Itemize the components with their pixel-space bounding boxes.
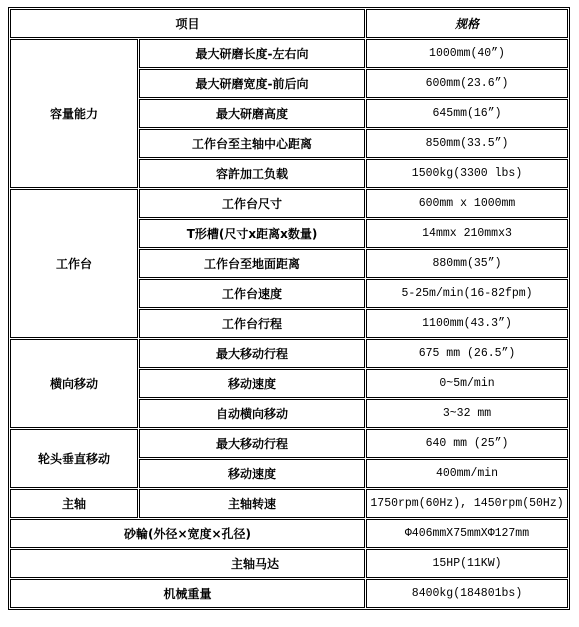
row-label: T形槽(尺寸x距离x数量) (139, 219, 365, 248)
table-row (10, 339, 568, 368)
row-label: 工作台速度 (139, 279, 365, 308)
row-label: 最大移动行程 (139, 429, 365, 458)
table-row (10, 579, 568, 608)
wide-row-value: 15HP(11KW) (366, 549, 568, 578)
header-spec: 规格 (366, 9, 568, 38)
row-label: 工作台尺寸 (139, 189, 365, 218)
table-row (10, 519, 568, 548)
row-label: 最大研磨长度-左右向 (139, 39, 365, 68)
row-value: 14mmx 210mmx3 (366, 219, 568, 248)
group-label: 主轴 (10, 489, 138, 518)
row-value: 1750rpm(60Hz), 1450rpm(50Hz) (366, 489, 568, 518)
row-value: 1500kg(3300 lbs) (366, 159, 568, 188)
table-row (10, 429, 568, 458)
row-value: 1100mm(43.3”) (366, 309, 568, 338)
table-row (10, 489, 568, 518)
row-label: 移动速度 (139, 459, 365, 488)
row-value: 1000mm(40”) (366, 39, 568, 68)
row-value: 850mm(33.5”) (366, 129, 568, 158)
wide-row-label: 机械重量 (10, 579, 365, 608)
row-label: 自动横向移动 (139, 399, 365, 428)
table-row (10, 189, 568, 218)
wide-row-value: 8400kg(184801bs) (366, 579, 568, 608)
table-row (10, 549, 568, 578)
row-value: 640 mm (25”) (366, 429, 568, 458)
wide-row-label: 砂輪(外径×宽度×孔径) (10, 519, 365, 548)
row-label: 移动速度 (139, 369, 365, 398)
row-value: 400mm/min (366, 459, 568, 488)
header-item: 项目 (10, 9, 365, 38)
wide-row-label: 主轴马达 (10, 549, 365, 578)
wide-row-value: Φ406mmX75mmXΦ127mm (366, 519, 568, 548)
group-label: 工作台 (10, 189, 138, 338)
row-label: 容許加工负载 (139, 159, 365, 188)
row-value: 675 mm (26.5”) (366, 339, 568, 368)
row-label: 工作台至地面距离 (139, 249, 365, 278)
row-value: 880mm(35”) (366, 249, 568, 278)
group-label: 横向移动 (10, 339, 138, 428)
row-value: 0~5m/min (366, 369, 568, 398)
row-label: 最大研磨高度 (139, 99, 365, 128)
header-row (10, 9, 568, 38)
group-label: 轮头垂直移动 (10, 429, 138, 488)
row-value: 600mm x 1000mm (366, 189, 568, 218)
row-value: 3~32 mm (366, 399, 568, 428)
row-label: 最大移动行程 (139, 339, 365, 368)
row-value: 5-25m/min(16-82fpm) (366, 279, 568, 308)
row-value: 600mm(23.6”) (366, 69, 568, 98)
row-label: 主轴转速 (139, 489, 365, 518)
row-value: 645mm(16”) (366, 99, 568, 128)
spec-table (8, 7, 570, 610)
group-label: 容量能力 (10, 39, 138, 188)
row-label: 工作台至主轴中心距离 (139, 129, 365, 158)
table-row (10, 39, 568, 68)
row-label: 最大研磨宽度-前后向 (139, 69, 365, 98)
row-label: 工作台行程 (139, 309, 365, 338)
